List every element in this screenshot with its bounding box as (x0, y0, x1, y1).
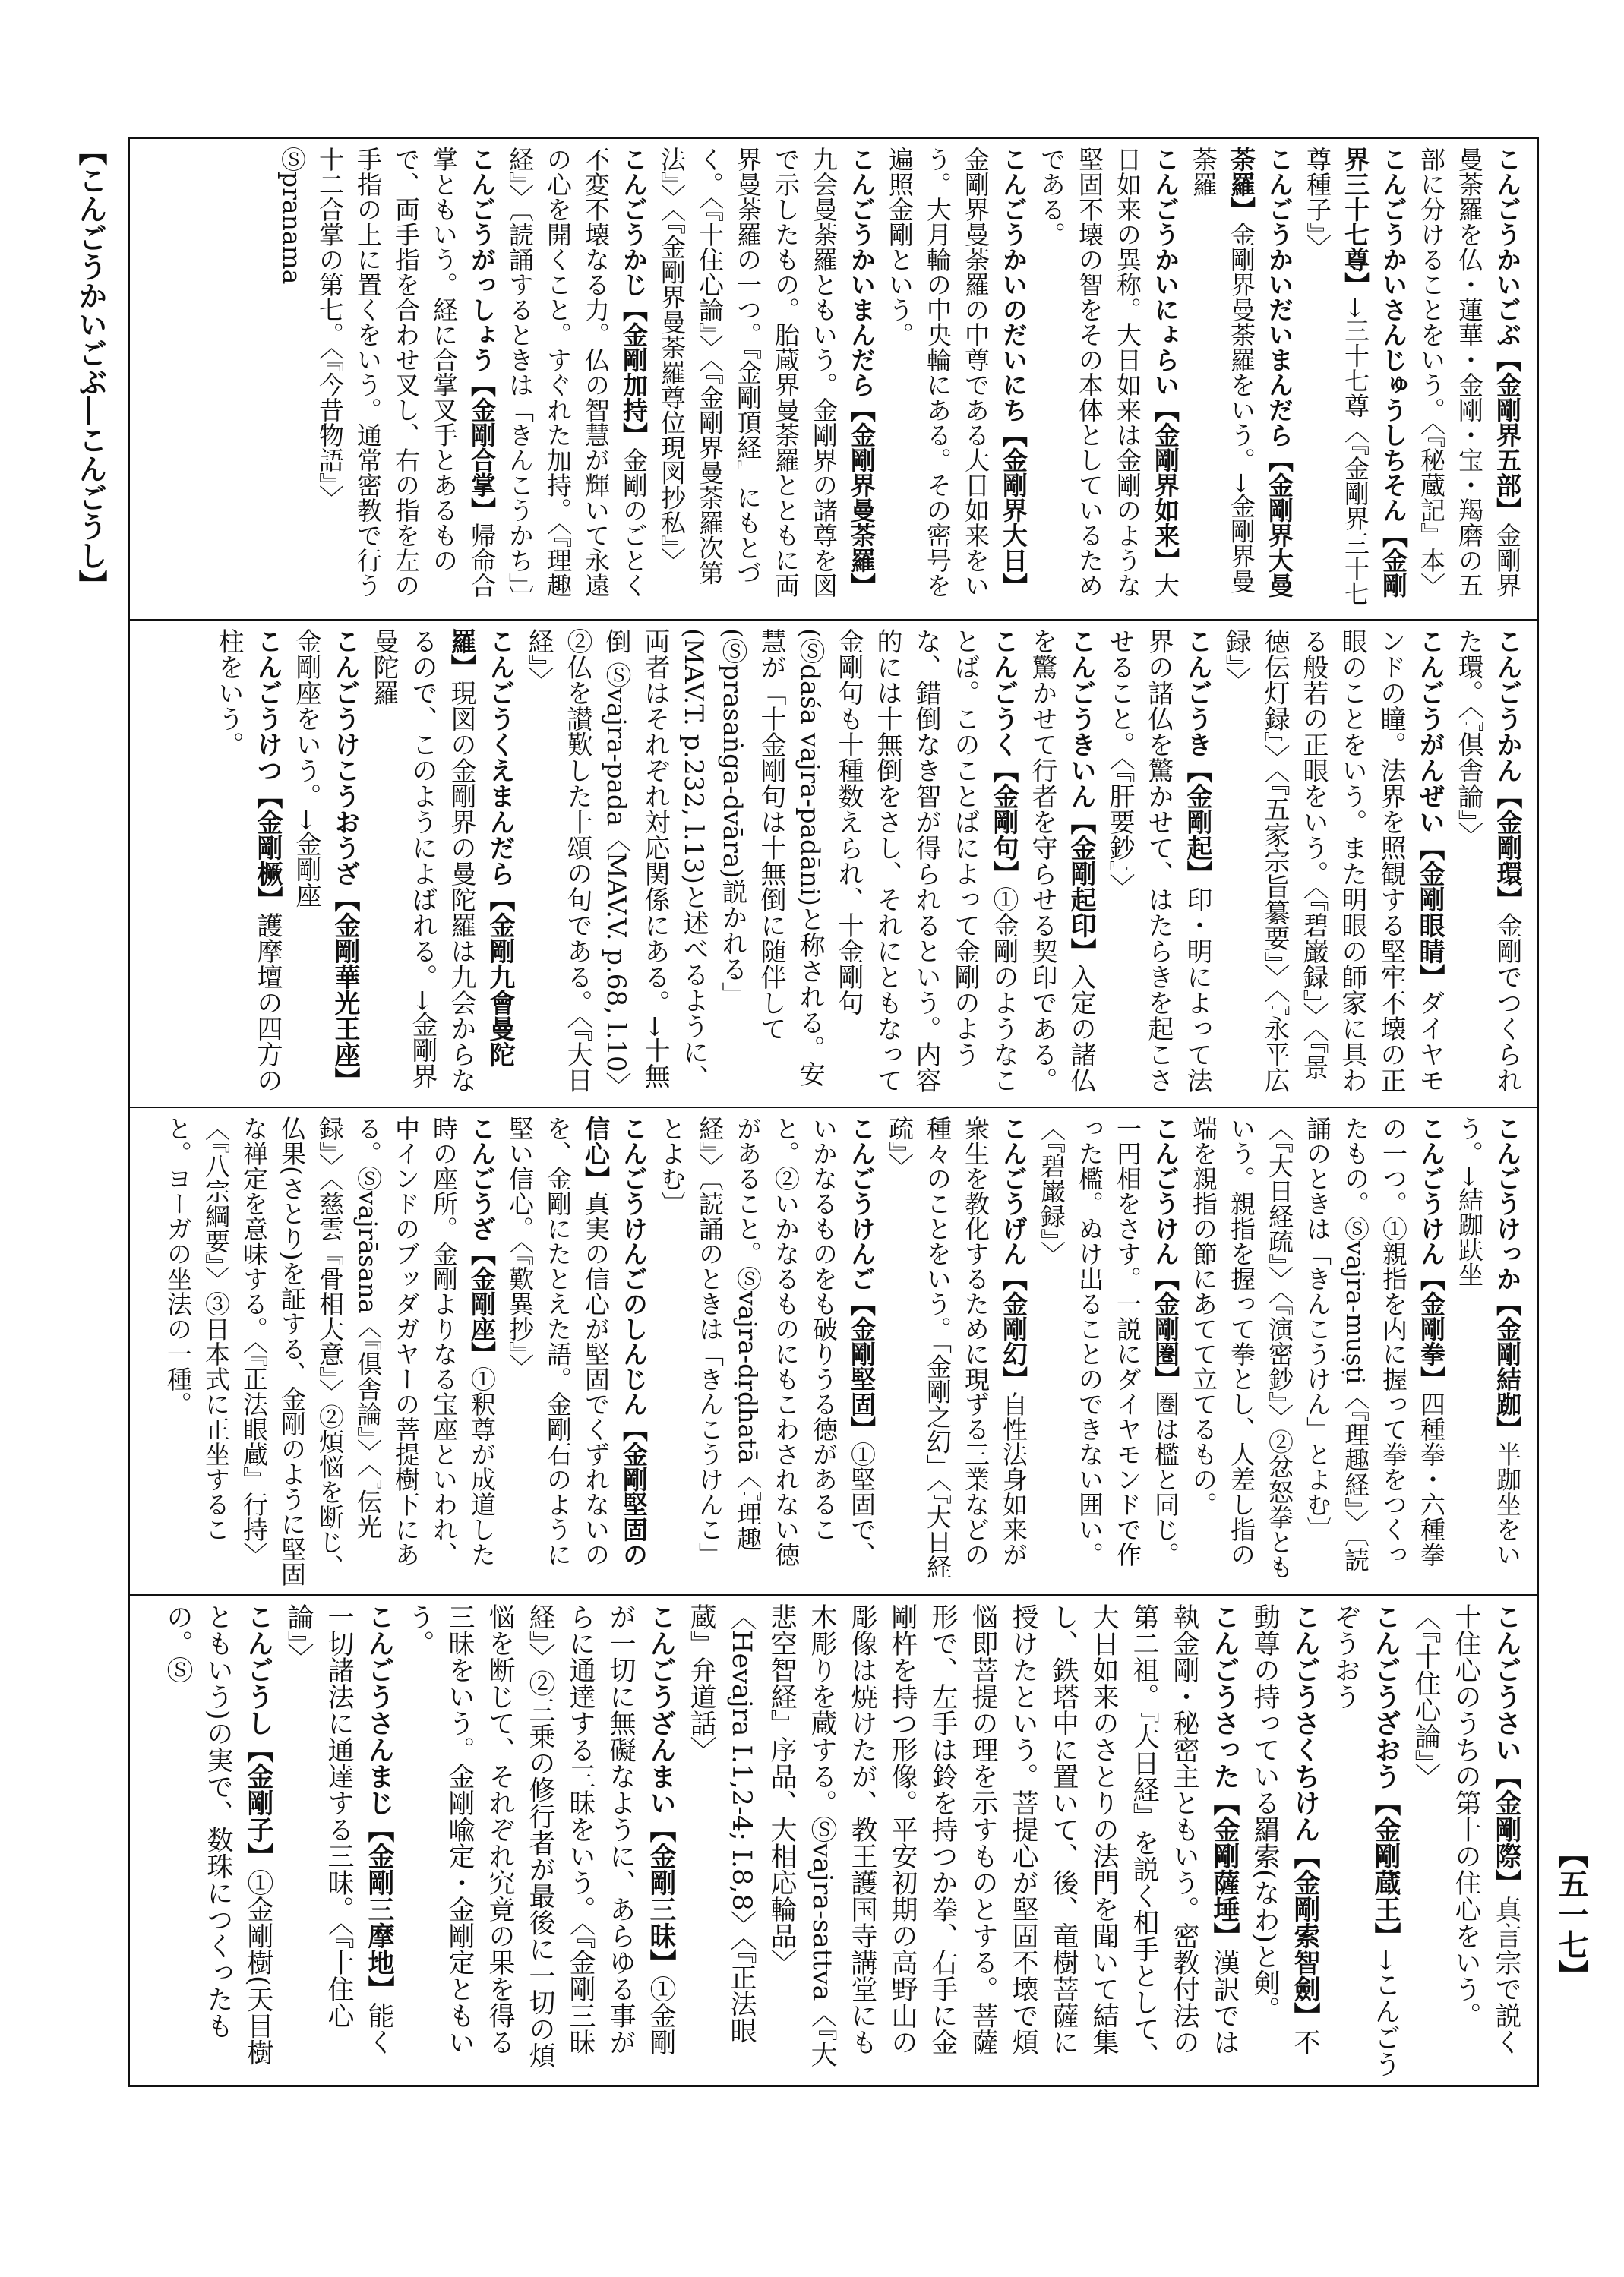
tier-3 (130, 1107, 1537, 1594)
dictionary-entry (1449, 628, 1526, 1101)
entry-headword: こんごうけこうおうざ【金剛華光王座】 (330, 628, 360, 1093)
entry-headword: こんごうけんご【金剛堅固】 (847, 1116, 877, 1442)
entry-definition: 大日如来の異称。大日如来は金剛のような堅固不壊の智をその本体としているためである。 (1037, 147, 1180, 598)
entry-definition: 真実の信心が堅固でくずれないのを、金剛にたとえた語。金剛石のように堅い信心。〈『歎異抄』〉 (505, 1116, 611, 1567)
dictionary-entry (273, 147, 501, 613)
dictionary-entry (652, 147, 880, 613)
entry-headword: こんごうがっしょう【金剛合掌】 (467, 147, 497, 523)
entry-headword: こんごうきいん【金剛起印】 (1066, 628, 1096, 964)
dictionary-entry (159, 1116, 501, 1588)
entry-headword: こんごうがんぜい【金剛眼睛】 (1414, 628, 1445, 990)
tier-4 (130, 1594, 1537, 2086)
dictionary-entry (1244, 1603, 1325, 2080)
tier-2-text (209, 628, 1526, 1101)
entry-definition: ダイヤモンドの瞳。法界を照観する堅牢不壊の正眼のことをいう。また明眼の師家に具わる般若の正眼をいう。〈『碧巌録』〉〈『景徳伝灯録』〉〈『五家宗旨纂要』〉〈『永平広録』〉 (1221, 628, 1445, 1093)
entry-definition: ①堅固で、いかなるものをも破りうる徳があること。②いかなるものにもこわされない徳があること。Ⓢvajra-dṛḍhatā〈『理趣経』〉〔読誦のときは「きんこうけんこ」とよむ〕 (657, 1116, 877, 1567)
dictionary-entry (1325, 1603, 1405, 2080)
entry-definition: ①金剛が一切に無礙なように、あらゆる事がらに通達する三昧をいう。〈『金剛三昧経』〉②三乗の修行者が最後に一切の煩悩を断じて、それぞれ究竟の果を得る三昧をいう。金剛喩定・金剛定ともいう。 (404, 1603, 676, 2069)
entry-definition: ①金剛樹(天目樹ともいう)の実で、数珠につくったもの。Ⓢ (163, 1603, 273, 2066)
entry-headword: こんごうかいごぶ【金剛界五部】 (1493, 147, 1522, 523)
dictionary-entry (501, 1116, 652, 1588)
entry-definition: 入定の諸仏を驚かせて行者を守らせる契印である。 (1027, 628, 1096, 1093)
entry-headword: こんごうけっか【金剛結跏】 (1493, 1116, 1522, 1442)
dictionary-entry (1032, 147, 1184, 613)
entry-definition: 金剛界曼荼羅の中尊である大日如来をいう。大月輪の中央輪にある。その密号を遍照金剛という。 (885, 147, 991, 598)
tier-1 (130, 139, 1537, 619)
tier-4-text (157, 1603, 1526, 2080)
dictionary-entry (157, 1603, 278, 2080)
entry-headword: こんごうさった【金剛薩埵】 (1209, 1603, 1240, 1949)
entry-definition: 半跏坐をいう。→結跏趺坐 (1455, 1116, 1522, 1567)
dictionary-entry (1450, 1116, 1526, 1588)
entry-headword: こんごうさい【金剛際】 (1491, 1603, 1521, 1896)
dictionary-entry (880, 147, 1032, 613)
dictionary-entry (399, 1603, 681, 2080)
dictionary-entry (501, 147, 652, 613)
entry-definition: 真言宗で説く十住心のうちの第十の住心をいう。〈『十住心論』〉 (1411, 1603, 1521, 2055)
dictionary-entry (364, 628, 519, 1101)
entry-definition: 金剛でつくられた環。〈『倶舎論』〉 (1453, 628, 1522, 1093)
entry-headword: こんごうかいにょらい【金剛界如来】 (1151, 147, 1180, 573)
dictionary-entry (1216, 628, 1449, 1101)
entry-headword: こんごうけん【金剛圏】 (1151, 1116, 1180, 1391)
entry-headword: こんごうざおう【金剛蔵王】 (1370, 1603, 1401, 1949)
entry-headword: こんごうけん【金剛拳】 (1417, 1116, 1446, 1391)
entry-headword: こんごうかいさんじゅうしちそん【金剛界三十七尊】 (1341, 147, 1408, 598)
dictionary-page-frame (128, 137, 1539, 2087)
entry-headword: こんごうかん【金剛環】 (1492, 628, 1522, 912)
entry-definition: 自性法身如来が衆生を教化するために現ずる三業などの種々のことをいう。「金剛之幻」〈『大日経疏』〉 (885, 1116, 1028, 1580)
entry-headword: こんごうけんごのしんじん【金剛堅固の信心】 (581, 1116, 649, 1567)
tier-1-text (273, 147, 1526, 613)
entry-definition: 帰命合掌ともいう。経に合掌叉手とあるもので、両手指を合わせ叉し、右の指を左の手指の上に置くをいう。通常密教で行う十二合掌の第七。〈『今昔物語』〉Ⓢpranama (277, 147, 497, 598)
entry-definition: 漢訳では執金剛・秘密主ともいう。密教付法の第二祖。『大日経』を説く相手として、大日如来のさとりの法門を聞いて結集し、鉄塔中に置いて、後、竜樹菩薩に授けたという。菩提心が堅固不壊で煩悩即菩提の理を示すものとする。菩薩形で、左手は鈴を持つか拳、右手に金剛杵を持つ形像。平安初期の高野山の彫像は焼けたが、教王護国寺講堂にも木彫りを蔵する。Ⓢvajra-sattva〈『大悲空智経』序品、大相応輪品〉〈Hevajra I.1,2-4; I.8,8〉〈『正法眼蔵』弁道話〉 (686, 1603, 1240, 2069)
entry-headword: こんごうし【金剛子】 (243, 1603, 273, 1869)
dictionary-entry (681, 1603, 1244, 2080)
entry-definition: →三十七尊〈『金剛界三十七尊種子』〉 (1303, 147, 1370, 607)
entry-headword: こんごうさくちけん【金剛索智劍】 (1290, 1603, 1320, 2029)
dictionary-entry (1184, 1116, 1450, 1588)
dictionary-entry (1298, 147, 1412, 613)
entry-definition: 金剛界曼荼羅を仏・蓮華・金剛・宝・羯磨の五部に分けることをいう。〈『秘蔵記』本〉 (1417, 147, 1522, 598)
entry-definition: 四種拳・六種拳の一つ。①親指を内に握って拳をつくったもの。Ⓢvajra-muṣṭi〈『理趣経』〉〔読誦のときは「きんこうけん」とよむ〕〈『大日経疏』〉〈『演密鈔』〉②忿怒拳ともいう。親指を握って拳とし、人差し指の端を親指の節にあてて立てるもの。 (1189, 1116, 1446, 1580)
entry-definition: 能く一切諸法に通達する三昧。〈『十住心論』〉 (283, 1603, 394, 2055)
entry-definition: 護摩壇の四方の柱をいう。 (213, 628, 283, 1093)
dictionary-entry (278, 1603, 399, 2080)
dictionary-entry (1412, 147, 1526, 613)
entry-definition: 不動尊の持っている羂索(なわ)と剣。 (1250, 1603, 1320, 2055)
entry-headword: こんごうかいだいまんだら【金剛界大曼荼羅】 (1227, 147, 1294, 598)
dictionary-entry (880, 1116, 1032, 1588)
dictionary-entry (1100, 628, 1216, 1101)
entry-definition: ①釈尊が成道した時の座所。金剛よりなる宝座といわれ、中インドのブッダガヤーの菩提樹下にある。Ⓢvajrāsana〈『倶舎論』〉〈『伝光録』〉〈慈雲『骨相大意』〉②煩悩を断じ、仏果(さとり)を証する、金剛のように堅固な禅定を意味する。〈『正法眼蔵』行持〉〈『八宗綱要』〉③日本式に正坐すること。ヨーガの坐法の一種。 (163, 1116, 497, 1587)
dictionary-entry (1022, 628, 1100, 1101)
dictionary-entry (519, 628, 1022, 1101)
entry-definition: 金剛のごとく不変不壊なる力。仏の智慧が輝いて永遠の心を開くこと。すぐれた加持。〈『理趣経』〉〔読誦するときは「きんこうかち」〕 (505, 147, 649, 611)
tier-3-text (159, 1116, 1526, 1588)
entry-definition: 金剛座をいう。→金剛座 (291, 628, 321, 908)
entry-headword: こんごうざんまい【金剛三昧】 (646, 1603, 676, 1975)
entry-definition: 金剛界曼荼羅をいう。→金剛界曼荼羅 (1189, 147, 1256, 594)
entry-headword: こんごうさんまじ【金剛三摩地】 (364, 1603, 394, 2002)
entry-headword: こんごうかいまんだら【金剛界曼荼羅】 (847, 147, 877, 598)
dictionary-entry (1032, 1116, 1184, 1588)
entry-headword: こんごうき【金剛起】 (1182, 628, 1212, 886)
entry-headword: こんごうく【金剛句】 (988, 628, 1019, 886)
entry-definition: 現図の金剛界の曼陀羅は九会からなるので、このようによばれる。→金剛界曼陀羅 (368, 628, 476, 1093)
entry-headword: こんごうげん【金剛幻】 (999, 1116, 1028, 1391)
entry-headword: こんごうくえまんだら【金剛九會曼陀羅】 (446, 628, 515, 1067)
dictionary-entry (1405, 1603, 1526, 2080)
dictionary-entry (209, 628, 286, 1101)
dictionary-entry (652, 1116, 880, 1588)
entry-definition: →こんごうぞうおう (1330, 1603, 1401, 2078)
dictionary-entry (286, 628, 364, 1101)
entry-headword: こんごうかいのだいにち【金剛界大日】 (999, 147, 1028, 598)
entry-definition: 九会曼荼羅ともいう。金剛界の諸尊を図で示したもの。胎蔵界曼荼羅とともに両界曼荼羅の一つ。『金剛頂経』にもとづく。〈『十住心論』〉〈『金剛界曼荼羅次第法』〉〈『金剛界曼荼羅尊位現図抄私』〉 (657, 147, 839, 598)
page-number: 【五一七】 (1553, 1838, 1588, 1990)
entry-definition: ①金剛のようなことば。このことばによって金剛のような、錯倒なき智が得られるという。内容的には十無倒をさし、それにともなって金剛句も十種数えられ、十金剛句(Ⓢdaśa vajra-padāni)と称される。安慧が「十金剛句は十無倒に随伴して(Ⓢprasaṅga-dvāra)説かれる」(MAV.T. p.232, l.13)と述べるように、両者はそれぞれ対応関係にある。→十無倒 Ⓢvajra-pada〈MAV.V. p.68, l.10〉②仏を讃歎した十頌の句である。〈『大日経』〉 (523, 628, 1019, 1098)
entry-headword: こんごうけつ【金剛橛】 (252, 628, 283, 912)
tier-2 (130, 619, 1537, 1107)
entry-headword: こんごうざ【金剛座】 (467, 1116, 497, 1366)
running-head: 【こんごうかいごぶ―こんごうし】 (74, 137, 107, 598)
entry-definition: 印・明によって法界の諸仏を驚かせて、はたらきを起こさせること。〈『肝要鈔』〉 (1104, 628, 1212, 1093)
dictionary-entry (1184, 147, 1298, 613)
entry-headword: こんごうかじ【金剛加持】 (619, 147, 649, 447)
entry-definition: 圏は檻と同じ。一円相をさす。一説にダイヤモンドで作った檻。ぬけ出ることのできない囲い。〈『碧巌録』〉 (1037, 1116, 1180, 1567)
